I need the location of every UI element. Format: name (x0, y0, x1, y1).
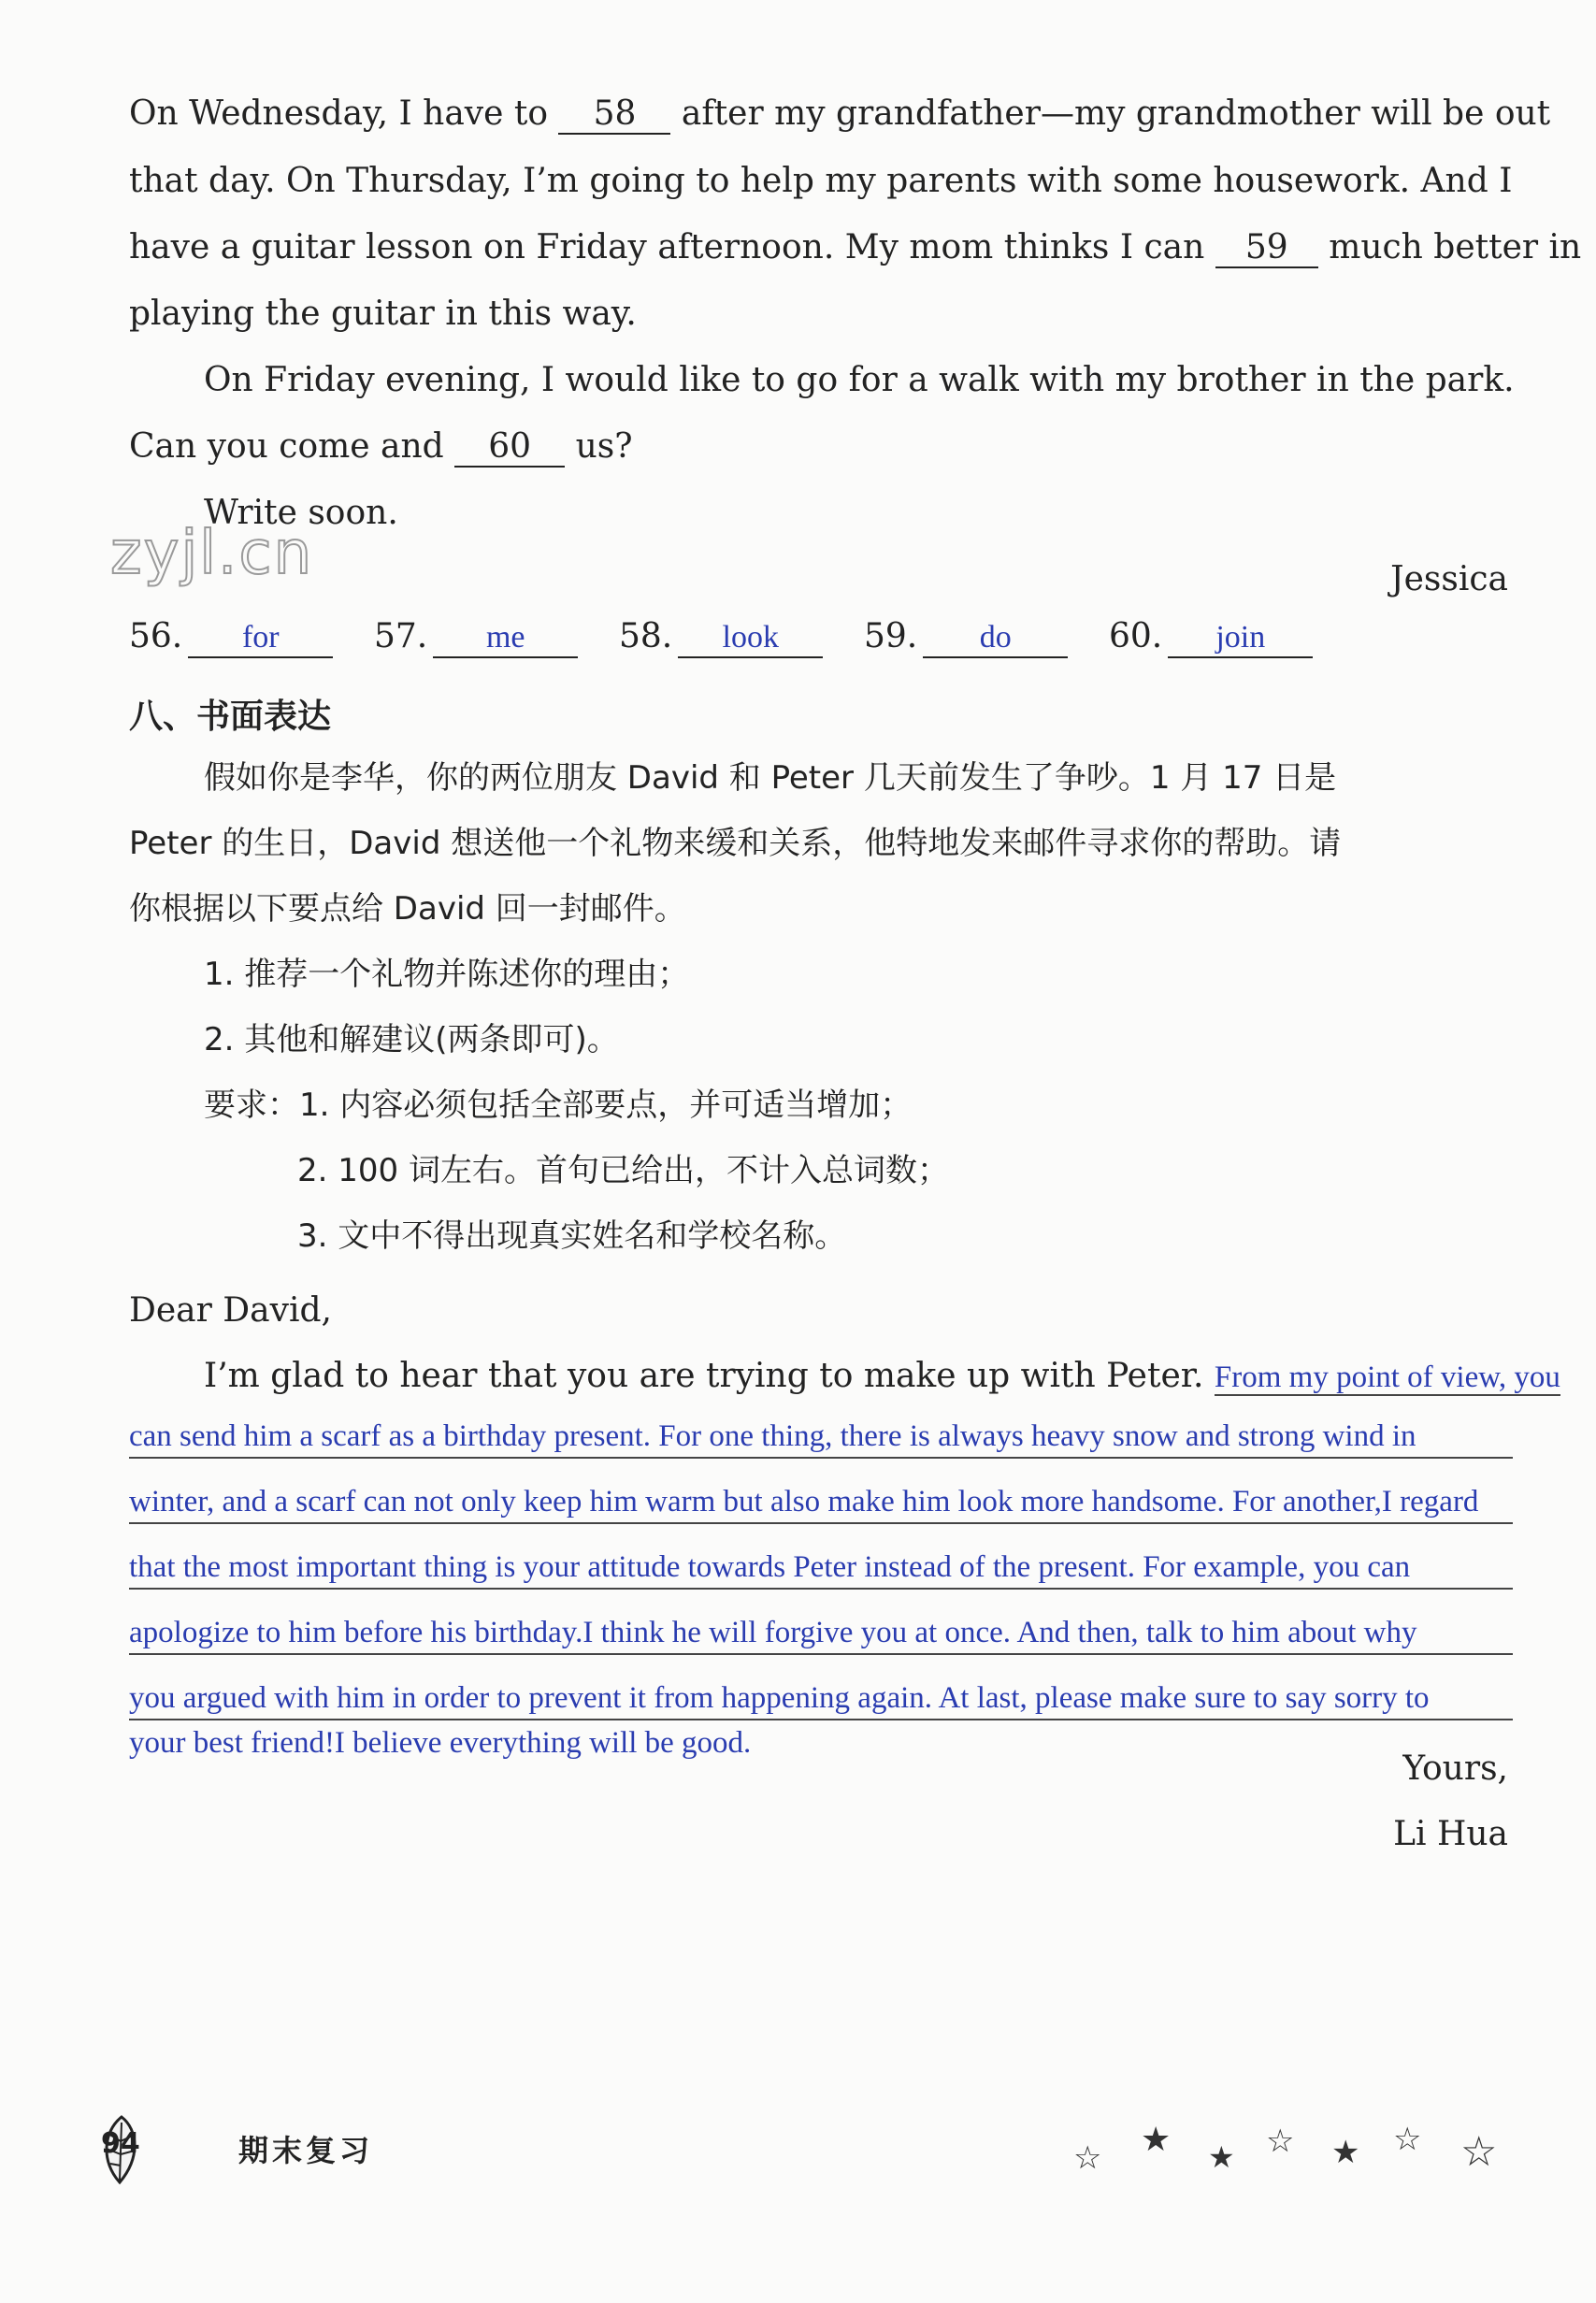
section-heading: 八、书面表达 (129, 698, 332, 736)
prompt-point-2: 2. 其他和解建议(两条即可)。 (204, 1021, 619, 1058)
handwritten-line: you argued with him in order to prevent it from happening again. At last, please make sure to say sorry to (129, 1677, 1513, 1720)
blank-58: 58 (558, 95, 670, 135)
star-icon: ☆ (1073, 2139, 1102, 2177)
star-icon: ☆ (1460, 2128, 1498, 2176)
star-icon: ★ (1331, 2134, 1360, 2171)
passage-signature: Jessica (1390, 560, 1508, 598)
passage-line-3 (129, 225, 1582, 270)
answer-59 (864, 617, 1068, 658)
passage-text: have a guitar lesson on Friday afternoon. My mom thinks I can (129, 228, 1215, 266)
star-icon: ★ (1141, 2121, 1172, 2159)
answer-56 (129, 617, 333, 658)
passage-line-1 (129, 92, 1551, 137)
prompt-line-1: 假如你是李华，你的两位朋友 David 和 Peter 几天前发生了争吵。1 月 17 日是 (204, 759, 1337, 797)
passage-text: Can you come and (129, 427, 455, 466)
passage-line-7: Write soon. (204, 494, 398, 532)
letter-opening-text: I’m glad to hear that you are trying to make up with Peter. (204, 1357, 1215, 1395)
footer-title: 期末复习 (238, 2133, 374, 2168)
answer-number: 59. (864, 617, 918, 655)
passage-text: much better in (1317, 228, 1582, 266)
passage-line-4: playing the guitar in this way. (129, 295, 637, 333)
handwritten-line: your best friend!I believe everything will be good. (129, 1726, 752, 1760)
answer-60 (1109, 617, 1313, 658)
passage-line-2: that day. On Thursday, I’m going to help my parents with some housework. And I (129, 162, 1513, 200)
answer-number: 60. (1109, 617, 1163, 655)
letter-salutation: Dear David, (129, 1291, 332, 1330)
prompt-line-2: Peter 的生日，David 想送他一个礼物来缓和关系，他特地发来邮件寻求你的帮助。请 (129, 825, 1342, 862)
passage-text: On Wednesday, I have to (129, 94, 559, 133)
blank-59: 59 (1215, 229, 1318, 268)
passage-line-5: On Friday evening, I would like to go for a walk with my brother in the park. (204, 361, 1515, 399)
prompt-point-1: 1. 推荐一个礼物并陈述你的理由； (204, 956, 690, 993)
requirement-2: 2. 100 词左右。首句已给出，不计入总词数； (297, 1152, 949, 1189)
requirement-3: 3. 文中不得出现真实姓名和学校名称。 (297, 1217, 847, 1255)
answer-number: 58. (619, 617, 673, 655)
answer-value: me (433, 619, 578, 658)
prompt-line-3: 你根据以下要点给 David 回一封邮件。 (129, 890, 686, 928)
answer-value: do (923, 619, 1068, 658)
answer-row (129, 617, 1344, 669)
requirement-1: 要求：1. 内容必须包括全部要点，并可适当增加； (204, 1087, 913, 1124)
answer-57 (374, 617, 578, 658)
blank-60: 60 (454, 428, 565, 468)
star-icon: ★ (1208, 2139, 1235, 2175)
answer-value: for (188, 619, 333, 658)
answer-number: 56. (129, 617, 183, 655)
star-icon: ☆ (1393, 2121, 1422, 2158)
watermark: zyjl.cn (110, 519, 314, 588)
handwritten-answer: From my point of view, you (1214, 1360, 1560, 1394)
answer-value: look (678, 619, 823, 658)
passage-text: after my grandfather—my grandmother will be out (670, 94, 1551, 133)
page-number: 94 (101, 2127, 140, 2160)
letter-closing: Yours, (1402, 1749, 1508, 1788)
answer-number: 57. (374, 617, 428, 655)
handwritten-line: that the most important thing is your attitude towards Peter instead of the present. For example, you can (129, 1547, 1513, 1590)
star-icon: ☆ (1266, 2123, 1295, 2160)
passage-line-6 (129, 425, 1508, 469)
passage-text: us? (565, 427, 633, 466)
handwritten-line: apologize to him before his birthday.I think he will forgive you at once. And then, talk to him about why (129, 1612, 1513, 1655)
handwritten-line: can send him a scarf as a birthday present. For one thing, there is always heavy snow and strong wind in (129, 1416, 1513, 1459)
letter-signature: Li Hua (1393, 1815, 1508, 1853)
answer-58 (619, 617, 823, 658)
letter-opening (204, 1354, 1569, 1400)
handwritten-line: winter, and a scarf can not only keep him warm but also make him look more handsome. For another,I regard (129, 1481, 1513, 1524)
answer-value: join (1168, 619, 1313, 658)
